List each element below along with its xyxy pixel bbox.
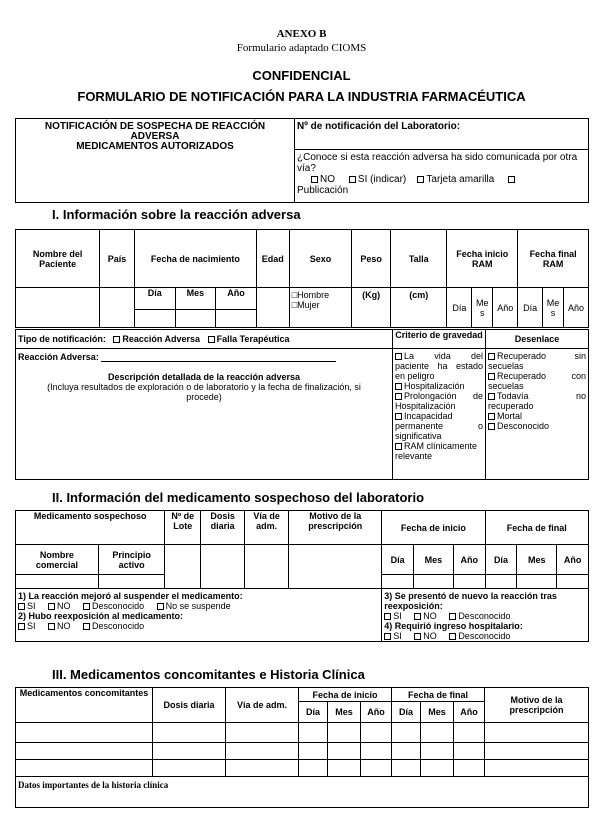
col-concomitant-end: Fecha de final [392,688,485,702]
lab-number-field[interactable] [295,119,589,150]
col-height: Talla [391,230,447,288]
col-birth-date: Fecha de nacimiento [134,230,256,288]
height-unit: (cm) [391,288,447,328]
col-ram-end: Fecha final RAM [518,230,589,288]
conc-end-day: Día [392,702,421,723]
ram-end-day: Día [518,288,543,328]
clinical-history-field[interactable] [16,777,589,808]
severity-criteria-list [393,349,486,480]
col-weight: Peso [352,230,391,288]
patient-table [15,229,589,328]
country-input[interactable] [100,288,135,328]
start-day-input[interactable] [382,575,414,589]
start-month-header: Mes [413,545,453,575]
q3-unknown[interactable]: Desconocido [449,611,510,621]
col-reason: Motivo de la prescripción [289,511,382,545]
route-input[interactable] [245,545,289,589]
reaction-block [15,329,589,480]
confidential-label: CONFIDENCIAL [252,68,351,83]
col-sex: Sexo [289,230,352,288]
col-age: Edad [256,230,289,288]
sex-options [289,288,352,328]
lab-number-label: Nº de notificación del Laboratorio: [297,121,461,132]
end-year-input[interactable] [557,575,589,589]
col-daily-dose: Dosis diaria [201,511,245,545]
opt-publicacion-checkbox[interactable] [508,174,517,185]
q2-no[interactable]: NO [48,621,71,631]
col-end-date: Fecha de final [485,511,588,545]
conc-end-month: Mes [421,702,454,723]
reaction-description-cell[interactable] [16,349,393,480]
col-concomitant-dose: Dosis diaria [153,688,226,723]
daily-dose-input[interactable] [201,545,245,589]
col-lot: Nº de Lote [165,511,201,545]
concomitant-table [15,687,589,808]
reaction-label-row [18,352,390,362]
q3-si[interactable]: SI [384,611,402,621]
q4-unknown[interactable]: Desconocido [449,631,510,641]
birth-day-input[interactable] [134,310,175,328]
clinical-history-label: Datos importantes de la historia clínica [18,780,169,790]
birth-month-input[interactable] [175,310,216,328]
annex-label: ANEXO B [276,28,327,40]
criterion-life[interactable]: La vida del paciente ha estado en peligro [395,351,483,381]
end-day-input[interactable] [485,575,517,589]
start-month-input[interactable] [413,575,453,589]
col-brand-name: Nombre comercial [16,545,99,575]
brand-name-input[interactable] [16,575,99,589]
col-ram-start: Fecha inicio RAM [447,230,518,288]
col-concomitant-drugs: Medicamentos concomitantes [16,688,153,723]
sex-female-checkbox[interactable]: □Mujer [291,300,320,310]
form-title: FORMULARIO DE NOTIFICACIÓN PARA LA INDUSTRIA FARMACÉUTICA [77,89,526,104]
opt-no-checkbox[interactable]: NO [311,174,335,185]
sex-male-checkbox[interactable]: □Hombre [291,290,330,300]
col-country: País [100,230,135,288]
outcome-header: Desenlace [486,330,589,349]
col-concomitant-reason: Motivo de la prescripción [485,688,589,723]
severity-criteria-header: Criterio de gravedad [393,330,486,349]
q2-si[interactable]: SI [18,621,36,631]
conc-start-day: Día [299,702,328,723]
type-adverse-checkbox[interactable]: Reacción Adversa [113,334,200,344]
start-year-header: Año [453,545,485,575]
ram-start-day: Día [447,288,472,328]
lot-input[interactable] [165,545,201,589]
table-row[interactable] [16,760,589,777]
ram-end-year: Año [563,288,588,328]
q1-label: 1) La reacción mejoró al suspender el medicamento: [18,591,243,601]
opt-publicacion-label: Publicación [297,185,349,196]
questions-left [16,589,382,642]
other-channel-question-text: ¿Conoce si esta reacción adversa ha sido comunicada por otra vía? [297,152,578,174]
end-month-input[interactable] [517,575,557,589]
patient-name-input[interactable] [16,288,100,328]
description-title: Descripción detallada de la reacción adversa [107,372,301,382]
q4-label: 4) Requirió ingreso hospitalario: [384,621,523,631]
q2-unknown[interactable]: Desconocido [83,621,144,631]
notification-type-row [16,330,393,349]
outcome-recovered-sequelae[interactable]: Recuperado con secuelas [488,371,586,391]
end-day-header: Día [485,545,517,575]
criterion-prolonged[interactable]: Prolongación de Hospitalización [395,391,483,411]
ram-end-month: Me s [543,288,564,328]
section1-title: I. Información sobre la reacción adversa [52,207,301,222]
q1-unknown[interactable]: Desconocido [83,601,144,611]
col-concomitant-start: Fecha de inicio [299,688,392,702]
q1-not-suspended[interactable]: No se suspende [157,601,231,611]
col-concomitant-route: Vía de adm. [226,688,299,723]
q4-no[interactable]: NO [414,631,437,641]
notification-type-line3: MEDICAMENTOS AUTORIZADOS [76,141,234,152]
age-input[interactable] [256,288,289,328]
notification-type-line2: ADVERSA [130,131,180,142]
reaction-label: Reacción Adversa: [18,352,99,362]
active-ingredient-input[interactable] [98,575,165,589]
form-subtitle: Formulario adaptado CIOMS [236,42,367,54]
q2-label: 2) Hubo reexposición al medicamento: [18,611,184,621]
outcome-list [486,349,589,480]
type-failure-checkbox[interactable]: Falla Terapéutica [208,334,290,344]
outcome-recovered[interactable]: Recuperado sin secuelas [488,351,586,371]
outcome-not-recovered[interactable]: Todavía no recuperado [488,391,586,411]
end-year-header: Año [557,545,589,575]
col-route: Vía de adm. [245,511,289,545]
col-patient-name: Nombre del Paciente [16,230,100,288]
criterion-hospital[interactable]: Hospitalización [395,381,483,391]
other-channel-question [295,150,589,203]
start-year-input[interactable] [453,575,485,589]
notification-header-box [15,118,589,203]
table-row[interactable] [16,743,589,760]
col-suspect-drug: Medicamento sospechoso [16,511,165,545]
section3-title: III. Medicamentos concomitantes e Historia Clínica [52,667,365,682]
criterion-disability[interactable]: Incapacidad permanente o significativa [395,411,483,441]
ram-start-month: Me s [472,288,493,328]
start-day-header: Día [382,545,414,575]
birth-month-header: Mes [175,288,216,310]
q3-label: 3) Se presentó de nuevo la reacción tras reexposición: [384,591,557,611]
description-note: (Incluya resultados de exploración o de laboratorio y la fecha de finalización, si procede) [47,382,361,402]
q1-no[interactable]: NO [48,601,71,611]
notification-type-label: Tipo de notificación: [18,334,106,344]
q1-si[interactable]: SI [18,601,36,611]
suspect-drug-table [15,510,589,642]
ram-start-year: Año [493,288,518,328]
section2-title: II. Información del medicamento sospechoso del laboratorio [52,490,425,505]
outcome-unknown[interactable]: Desconocido [488,421,586,431]
conc-start-month: Mes [328,702,361,723]
conc-end-year: Año [454,702,485,723]
criterion-relevant[interactable]: RAM clínicamente relevante [395,441,478,461]
questions-right [382,589,589,642]
table-row[interactable] [16,723,589,743]
conc-start-year: Año [361,702,392,723]
q4-si[interactable]: SI [384,631,402,641]
outcome-fatal[interactable]: Mortal [488,411,586,421]
weight-unit: (Kg) [352,288,391,328]
opt-si-checkbox[interactable]: SI (indicar) [349,174,406,185]
birth-day-header: Día [134,288,175,310]
q3-no[interactable]: NO [414,611,437,621]
col-start-date: Fecha de inicio [382,511,485,545]
notification-type-cell [16,119,295,203]
reaction-line [101,361,336,362]
opt-tarjeta-checkbox[interactable]: Tarjeta amarilla [417,174,494,185]
birth-year-header: Año [216,288,257,310]
birth-year-input[interactable] [216,310,257,328]
reason-input[interactable] [289,545,382,589]
end-month-header: Mes [517,545,557,575]
notification-type-line1: NOTIFICACIÓN DE SOSPECHA DE REACCIÓN [44,121,266,132]
col-active-ingredient: Principio activo [98,545,165,575]
